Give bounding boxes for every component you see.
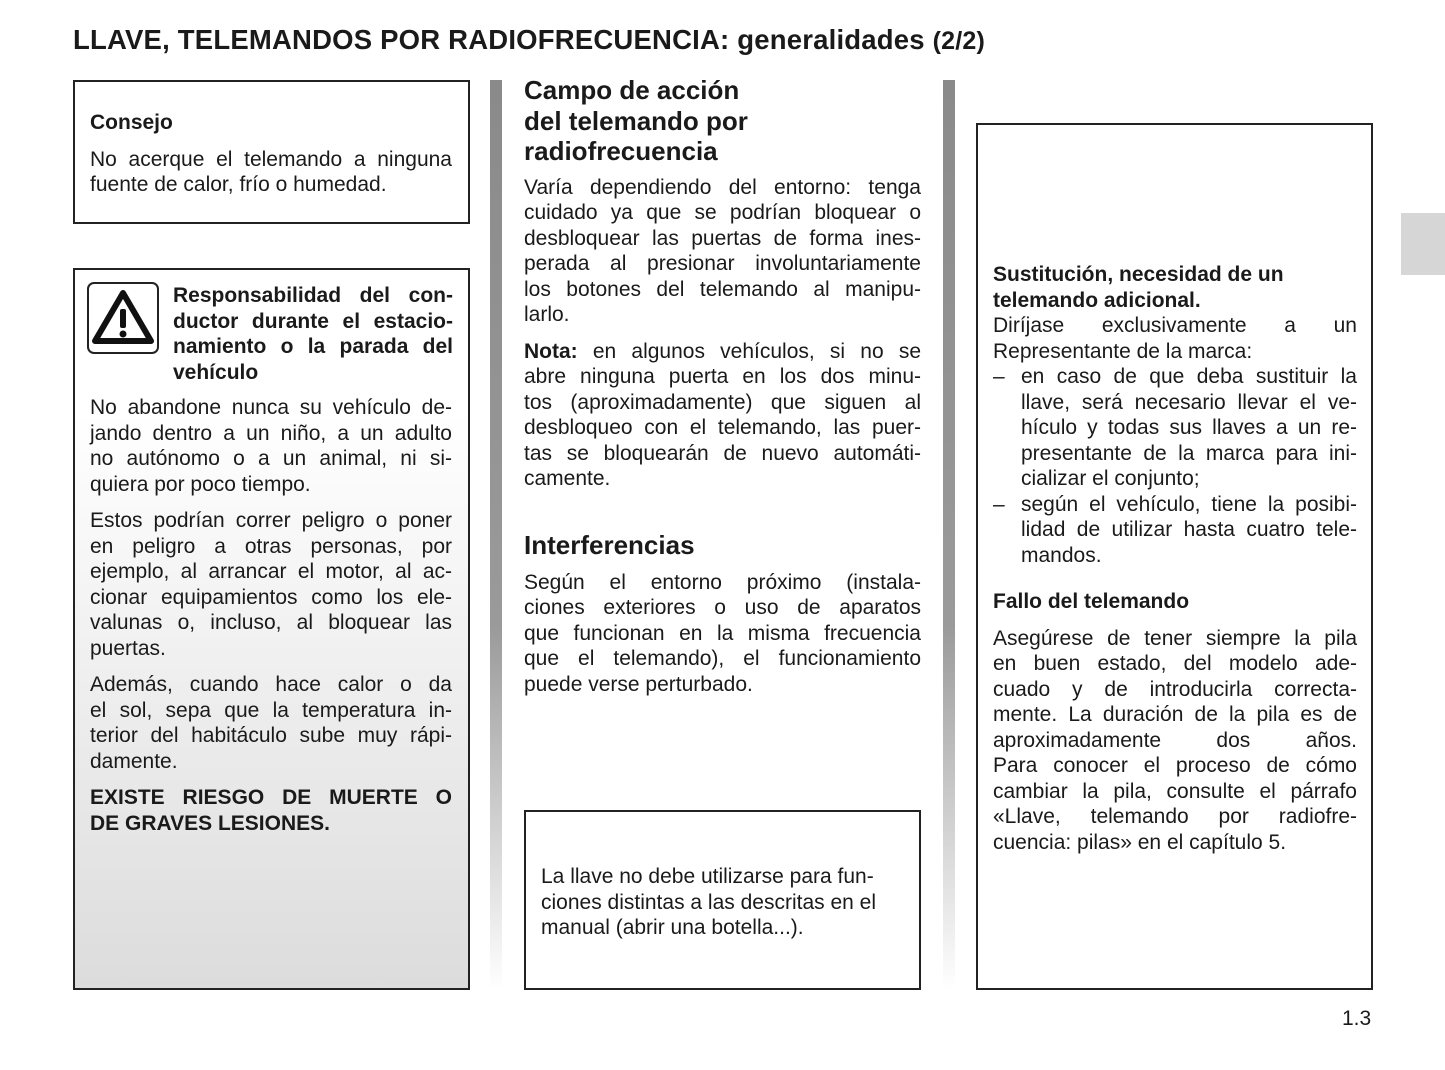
text-line: del telemando por (524, 105, 748, 136)
chapter-tab (1401, 213, 1445, 275)
text-line: Representante de la marca: (993, 339, 1253, 363)
section-heading-interferencias: Interferencias (524, 530, 695, 560)
warning-paragraph (90, 672, 452, 774)
text-line: Campo de acción (524, 75, 740, 105)
text-line: Varía dependiendo del entorno: tenga (524, 175, 921, 199)
text-line: Diríjase exclusivamente a un (993, 314, 1357, 337)
text-line: el sol, sepa que la temperatura in- (90, 698, 452, 722)
text-line: tos (aproximadamente) que siguen al (524, 390, 921, 414)
text-line: presentante de la marca para ini- (1021, 441, 1357, 465)
advice-heading: Consejo (90, 111, 173, 134)
text-line: puede verse perturbado. (524, 672, 753, 696)
title-text: LLAVE, TELEMANDOS POR RADIOFRECUENCIA: generalidades (73, 24, 925, 55)
text-line: Estos podrían correr peligro o poner (90, 509, 452, 532)
text-line: No abandone nunca su vehículo de- (90, 396, 452, 419)
text-line: Además, cuando hace calor o da (90, 673, 452, 696)
text-line: cambiar la pila, consulte el párrafo (993, 779, 1357, 803)
text-line: manual (abrir una botella...). (541, 916, 804, 939)
text-line: fuente de calor, frío o humedad. (90, 173, 387, 196)
text-line: Para conocer el proceso de cómo (993, 754, 1357, 777)
column-divider (490, 80, 502, 990)
text-line: Responsabilidad del con- (173, 284, 453, 307)
text-line: perada al presionar involuntariamente (524, 252, 921, 275)
text-line: radiofrecuencia (524, 136, 718, 166)
page-number: 1.3 (1342, 1007, 1372, 1030)
text-line: terior del habitáculo sube muy rápi- (90, 724, 452, 747)
text-line: según el vehículo, tiene la posibi- (1021, 492, 1357, 516)
interferencias-paragraph (524, 570, 921, 698)
text-line: los botones del telemando al manipu- (524, 277, 921, 301)
title-page-indicator: (2/2) (932, 27, 986, 55)
text-line: puertas. (90, 636, 166, 660)
text-line: desbloquear las puertas de forma ines- (524, 226, 921, 250)
nota-paragraph (524, 339, 921, 492)
sustitucion-intro (993, 313, 1357, 364)
fallo-paragraph (993, 626, 1357, 856)
text-line: cuidado ya que se podrían bloquear o (524, 201, 921, 224)
text-line: que el telemando), el funcionamiento (524, 647, 921, 670)
warning-box (73, 268, 470, 990)
advice-text (90, 147, 452, 198)
nota-label: Nota: (524, 339, 578, 363)
text-line: jando dentro a un niño, a un adulto (90, 421, 452, 445)
text-line: ejemplo, al arrancar el motor, al ac- (90, 560, 452, 583)
warning-triangle-icon (87, 282, 159, 354)
text-line: en peligro a otras personas, por (90, 534, 452, 558)
text-line: camente. (524, 467, 611, 490)
advice-box (73, 80, 470, 224)
fallo-heading: Fallo del telemando (993, 590, 1190, 613)
text-line: cializar el conjunto; (1021, 467, 1200, 490)
text-line: en caso de que deba sustituir la (1021, 365, 1357, 388)
text-line: quiera por poco tiempo. (90, 472, 311, 496)
text-line: abre ninguna puerta en los dos minu- (524, 365, 921, 388)
page-title (73, 24, 985, 56)
text-line: valunas o, incluso, al bloquear las (90, 611, 452, 634)
list-item (993, 492, 1357, 569)
campo-paragraph (524, 175, 921, 328)
text-line: desbloqueo con el telemando, las puer- (524, 416, 921, 439)
text-line: ciones distintas a las descritas en el (541, 890, 877, 914)
text-line: telemando adicional. (993, 288, 1201, 312)
text-line: Nota: en algunos vehículos, si no se (524, 339, 921, 363)
text-line: llave, será necesario llevar el ve- (1021, 390, 1357, 414)
text-line: cuencia: pilas» en el capítulo 5. (993, 830, 1287, 854)
replacement-info-box (976, 123, 1373, 990)
text-line: hículo y todas sus llaves a un re- (1021, 416, 1357, 439)
dash-bullet: – (993, 492, 1005, 516)
section-heading-campo (524, 75, 921, 167)
text-line: lidad de utilizar hasta cuatro tele- (1021, 518, 1357, 541)
warning-heading (173, 283, 453, 385)
text-line: mandos. (1021, 543, 1102, 567)
list-item (993, 364, 1357, 492)
warning-paragraph (90, 395, 452, 497)
text-line: namiento o la parada del (173, 335, 453, 358)
key-usage-note-box (524, 810, 921, 990)
column-divider (943, 80, 955, 990)
text-line: larlo. (524, 303, 570, 326)
text-line: en buen estado, del modelo ade- (993, 652, 1357, 675)
text-line: mente. La duración de la pila es de (993, 703, 1357, 726)
text-line: ciones exteriores o uso de aparatos (524, 596, 921, 619)
dash-bullet: – (993, 365, 1005, 388)
text-line: vehículo (173, 360, 259, 384)
text-line: Asegúrese de tener siempre la pila (993, 626, 1357, 650)
sustitucion-heading (993, 262, 1357, 313)
text-line: Sustitución, necesidad de un (993, 263, 1284, 286)
text-line: DE GRAVES LESIONES. (90, 811, 330, 835)
text-line: No acerque el telemando a ninguna (90, 147, 452, 171)
text-line: ductor durante el estacio- (173, 309, 453, 333)
text-line: tas se bloquearán de nuevo automáti- (524, 441, 921, 465)
text-line: «Llave, telemando por radiofre- (993, 805, 1357, 828)
text-line: cuado y de introducirla correcta- (993, 677, 1357, 701)
text-line: La llave no debe utilizarse para fun- (541, 865, 874, 888)
text-line: aproximadamente dos años. (993, 728, 1357, 752)
warning-paragraph (90, 508, 452, 661)
text-line: cionar equipamientos como los ele- (90, 585, 452, 609)
text-line: damente. (90, 749, 178, 773)
text-line: no autónomo o a un animal, ni si- (90, 447, 452, 470)
danger-statement (90, 785, 452, 836)
text-line: EXISTE RIESGO DE MUERTE O (90, 786, 452, 809)
text-line: Según el entorno próximo (instala- (524, 570, 921, 594)
text-line: que funcionan en la misma frecuencia (524, 621, 921, 645)
key-usage-note-text (541, 864, 903, 941)
